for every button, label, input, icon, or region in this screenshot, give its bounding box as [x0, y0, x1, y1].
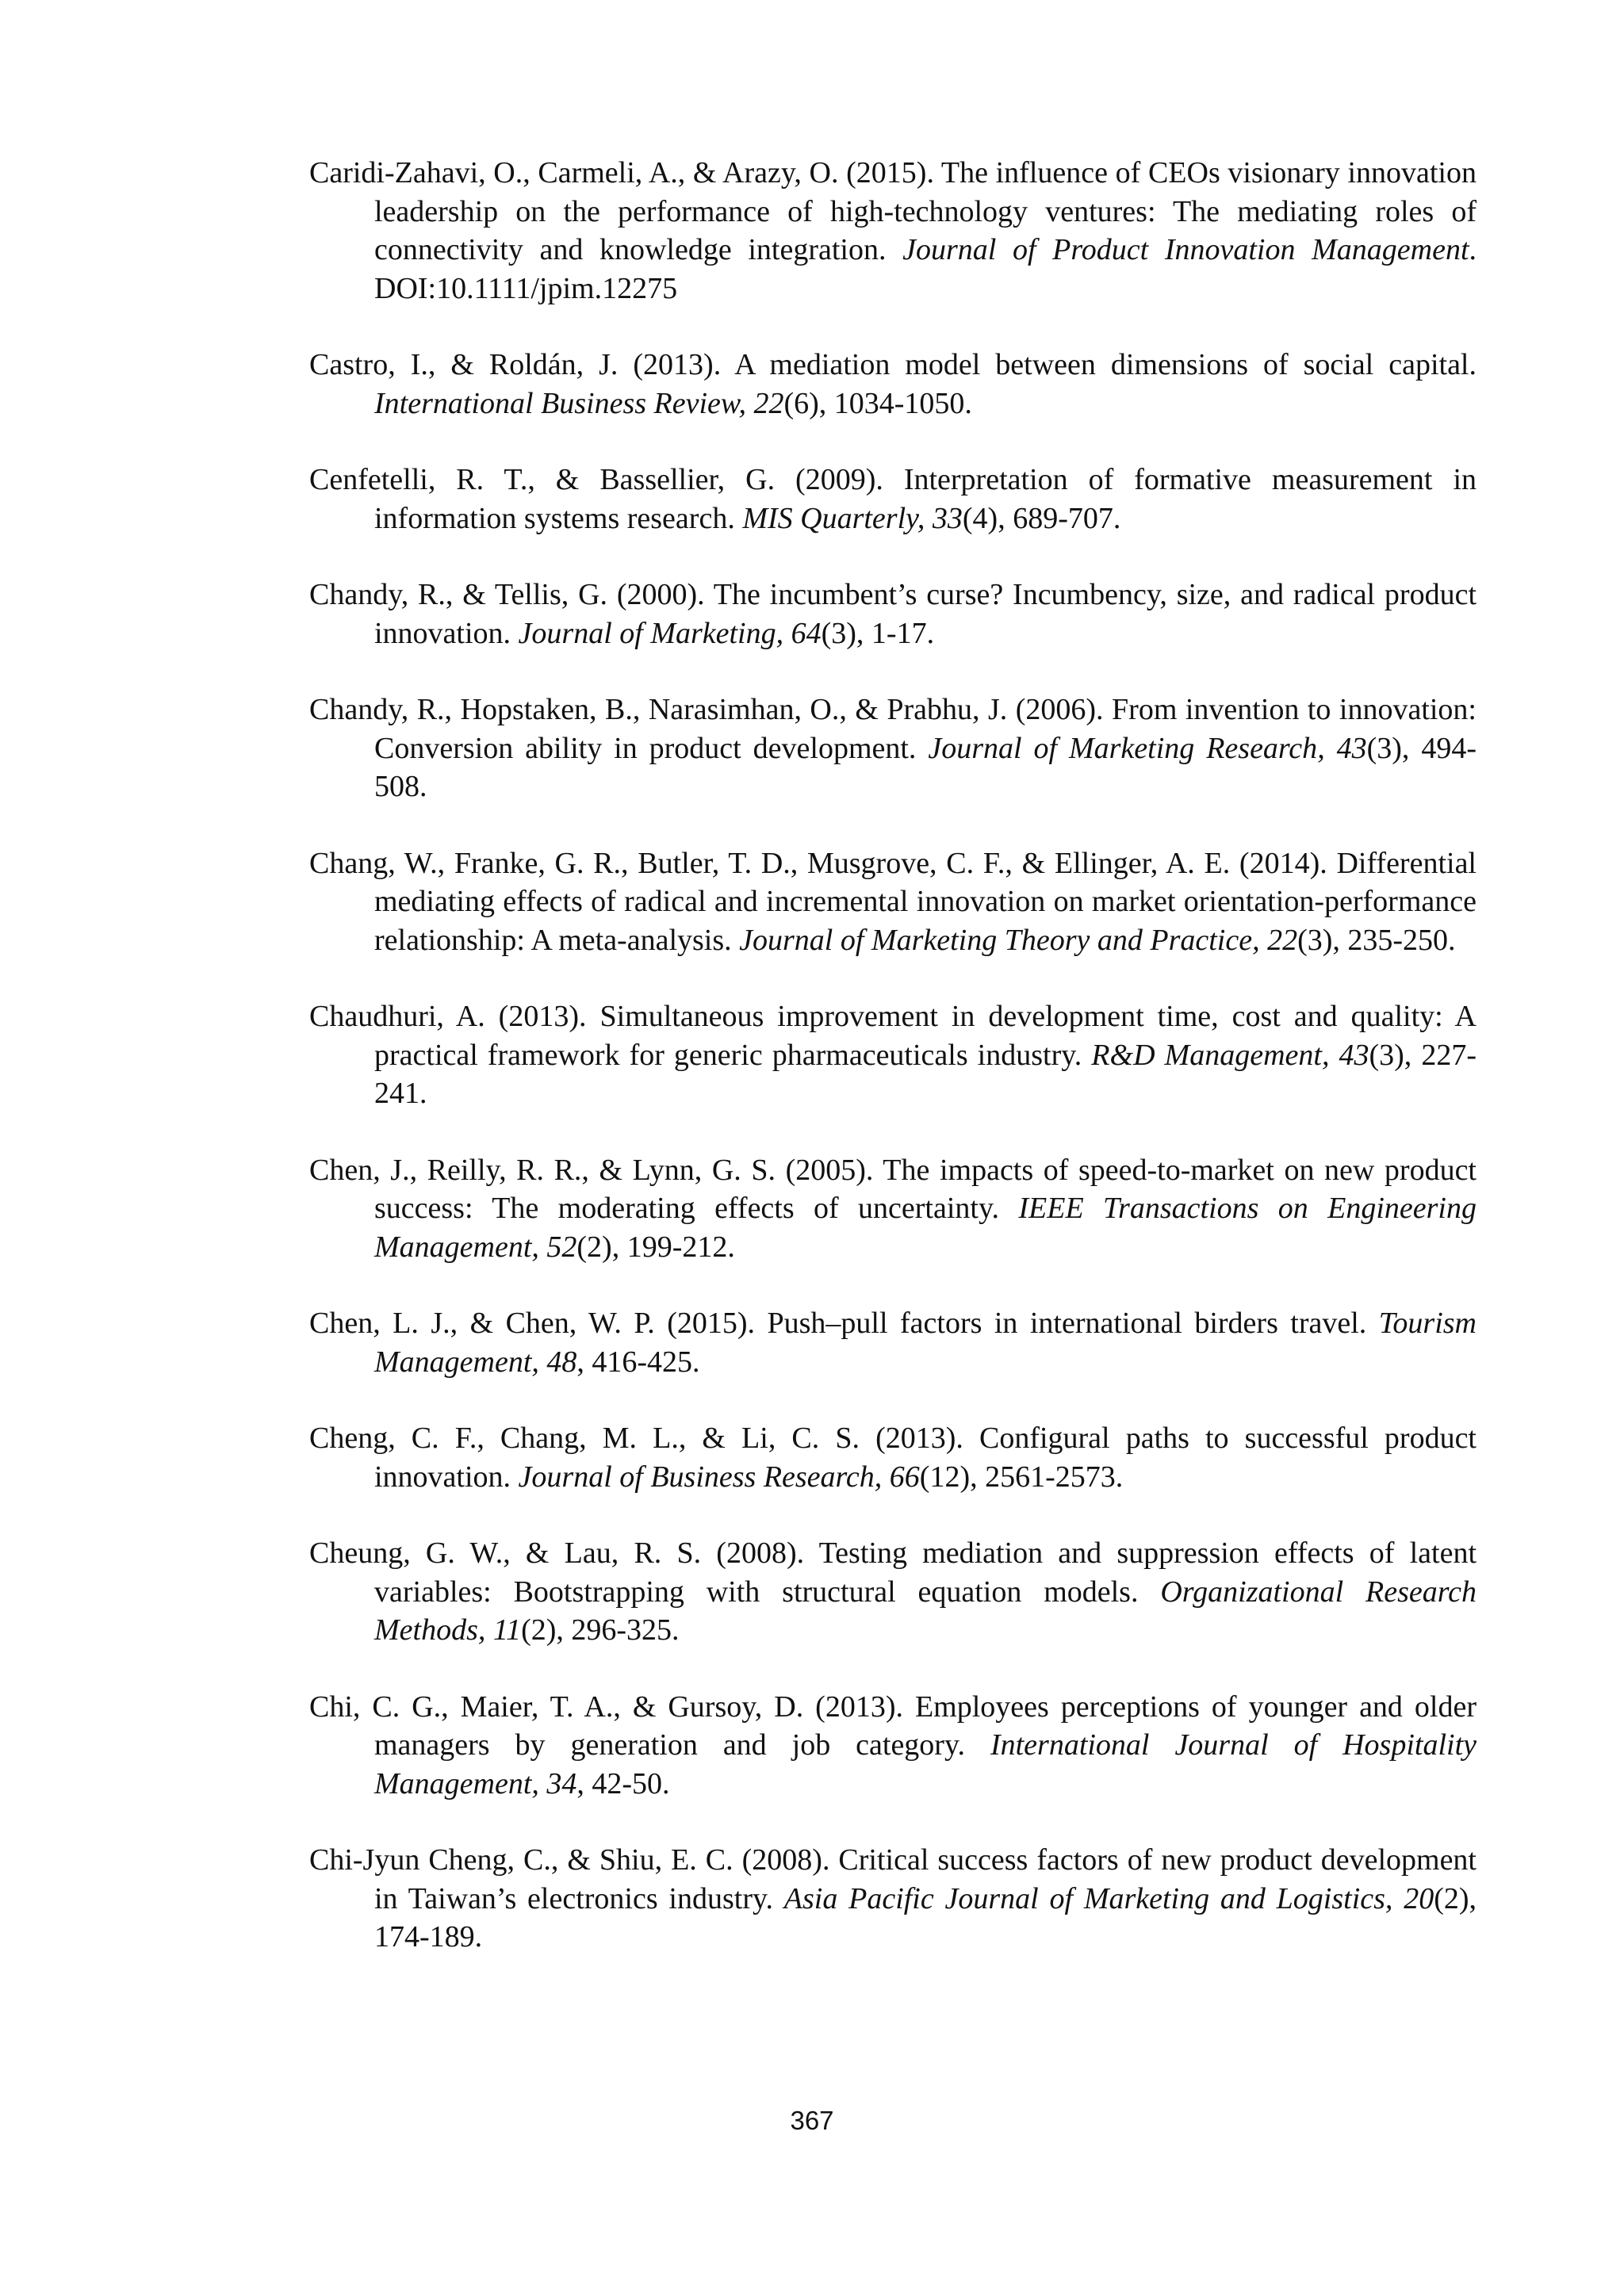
reference-journal: Journal of Business Research — [518, 1460, 875, 1494]
reference-entry — [309, 346, 1477, 423]
reference-text: Chang, W., Franke, G. R., Butler, T. D., Musgrove, C. F., & Ellinger, A. E. (2014). Differential mediating effects of radical and incremental innovation on market orientation-performance relationship: A meta-analysis. — [309, 846, 1477, 957]
reference-journal: Journal of Marketing Research — [928, 731, 1318, 765]
reference-volume: , 66 — [874, 1460, 920, 1494]
reference-entry — [309, 691, 1477, 806]
reference-text: Chi-Jyun Cheng, C., & Shiu, E. C. (2008). Critical success factors of new product development in Taiwan’s electronics industry. — [309, 1843, 1477, 1915]
reference-journal: R&D Management — [1091, 1038, 1322, 1072]
reference-text: Cenfetelli, R. T., & Bassellier, G. (2009). Interpretation of formative measurement in information systems research. — [309, 463, 1477, 535]
reference-entry — [309, 1841, 1477, 1957]
page-number: 367 — [790, 2106, 834, 2135]
reference-entry — [309, 1304, 1477, 1381]
reference-text: Chaudhuri, A. (2013). Simultaneous improvement in development time, cost and quality: A practical framework for generic pharmaceuticals industry. — [309, 1000, 1477, 1072]
reference-pages: (12), 2561-2573. — [919, 1460, 1124, 1494]
reference-text: Chi, C. G., Maier, T. A., & Gursoy, D. (2013). Employees perceptions of younger and older managers by generation and job category. — [309, 1689, 1477, 1762]
reference-entry — [309, 1419, 1477, 1496]
reference-pages: . DOI:10.1111/jpim.12275 — [374, 233, 1477, 305]
reference-pages: (3), 494-508. — [374, 731, 1477, 803]
reference-pages: (3), 235-250. — [1297, 923, 1456, 957]
reference-pages: , 42-50. — [576, 1766, 670, 1800]
reference-entry — [309, 154, 1477, 308]
reference-text: Chandy, R., & Tellis, G. (2000). The incumbent’s curse? Incumbency, size, and radical product innovation. — [309, 578, 1477, 650]
reference-volume: , 22 — [1252, 923, 1298, 957]
reference-journal: Asia Pacific Journal of Marketing and Logistics — [783, 1881, 1385, 1915]
reference-text: Cheng, C. F., Chang, M. L., & Li, C. S. (2013). Configural paths to successful product innovation. — [309, 1422, 1477, 1494]
reference-entry — [309, 1151, 1477, 1267]
reference-pages: (2), 199-212. — [576, 1230, 735, 1264]
reference-volume: , 33 — [917, 501, 963, 535]
reference-pages: (4), 689-707. — [962, 501, 1121, 535]
reference-list — [309, 154, 1477, 1995]
reference-pages: (2), 296-325. — [521, 1613, 680, 1647]
reference-pages: (3), 227-241. — [374, 1038, 1477, 1110]
reference-entry — [309, 1688, 1477, 1804]
reference-text: Castro, I., & Roldán, J. (2013). A mediation model between dimensions of social capital. — [309, 348, 1477, 381]
reference-journal: Journal of Marketing — [518, 616, 776, 650]
reference-volume: , 22 — [738, 386, 784, 420]
reference-journal: Organizational Research Methods — [374, 1575, 1477, 1647]
reference-volume: , 64 — [776, 616, 822, 650]
reference-entry — [309, 844, 1477, 960]
reference-volume: , 20 — [1385, 1881, 1434, 1915]
reference-text: Cheung, G. W., & Lau, R. S. (2008). Testing mediation and suppression effects of latent variables: Bootstrapping with structural equation models. — [309, 1536, 1477, 1609]
reference-journal: Journal of Marketing Theory and Practice — [739, 923, 1253, 957]
reference-pages: (3), 1-17. — [821, 616, 935, 650]
reference-text: Caridi-Zahavi, O., Carmeli, A., & Arazy, O. (2015). The influence of CEOs visionary innovation leadership on the performance of high-technology ventures: The mediating roles of connectivity and knowledge integration. — [309, 156, 1477, 266]
reference-journal: International Business Review — [374, 386, 739, 420]
reference-journal: IEEE Transactions on Engineering Management — [374, 1192, 1477, 1264]
reference-volume: , 43 — [1317, 731, 1367, 765]
reference-pages: , 416-425. — [576, 1345, 700, 1379]
reference-text: Chen, L. J., & Chen, W. P. (2015). Push–pull factors in international birders travel. — [309, 1307, 1379, 1340]
reference-journal: Tourism Management — [374, 1307, 1477, 1379]
reference-volume: , 52 — [531, 1230, 577, 1264]
reference-entry — [309, 997, 1477, 1113]
reference-journal: International Journal of Hospitality Management — [374, 1728, 1477, 1800]
reference-entry — [309, 461, 1477, 538]
reference-volume: , 48 — [531, 1345, 577, 1379]
reference-entry — [309, 576, 1477, 652]
reference-volume: , 11 — [477, 1613, 522, 1647]
reference-volume: , 43 — [1321, 1038, 1369, 1072]
reference-volume: , 34 — [531, 1766, 577, 1800]
reference-pages: (2), 174-189. — [374, 1881, 1477, 1954]
reference-pages: (6), 1034-1050. — [783, 386, 972, 420]
reference-entry — [309, 1534, 1477, 1650]
reference-text: Chen, J., Reilly, R. R., & Lynn, G. S. (2005). The impacts of speed-to-market on new product success: The moderating effects of uncertainty. — [309, 1153, 1477, 1225]
reference-journal: Journal of Product Innovation Management — [902, 233, 1469, 266]
reference-text: Chandy, R., Hopstaken, B., Narasimhan, O., & Prabhu, J. (2006). From invention to innovation: Conversion ability in product development. — [309, 693, 1477, 765]
reference-journal: MIS Quarterly — [742, 501, 917, 535]
